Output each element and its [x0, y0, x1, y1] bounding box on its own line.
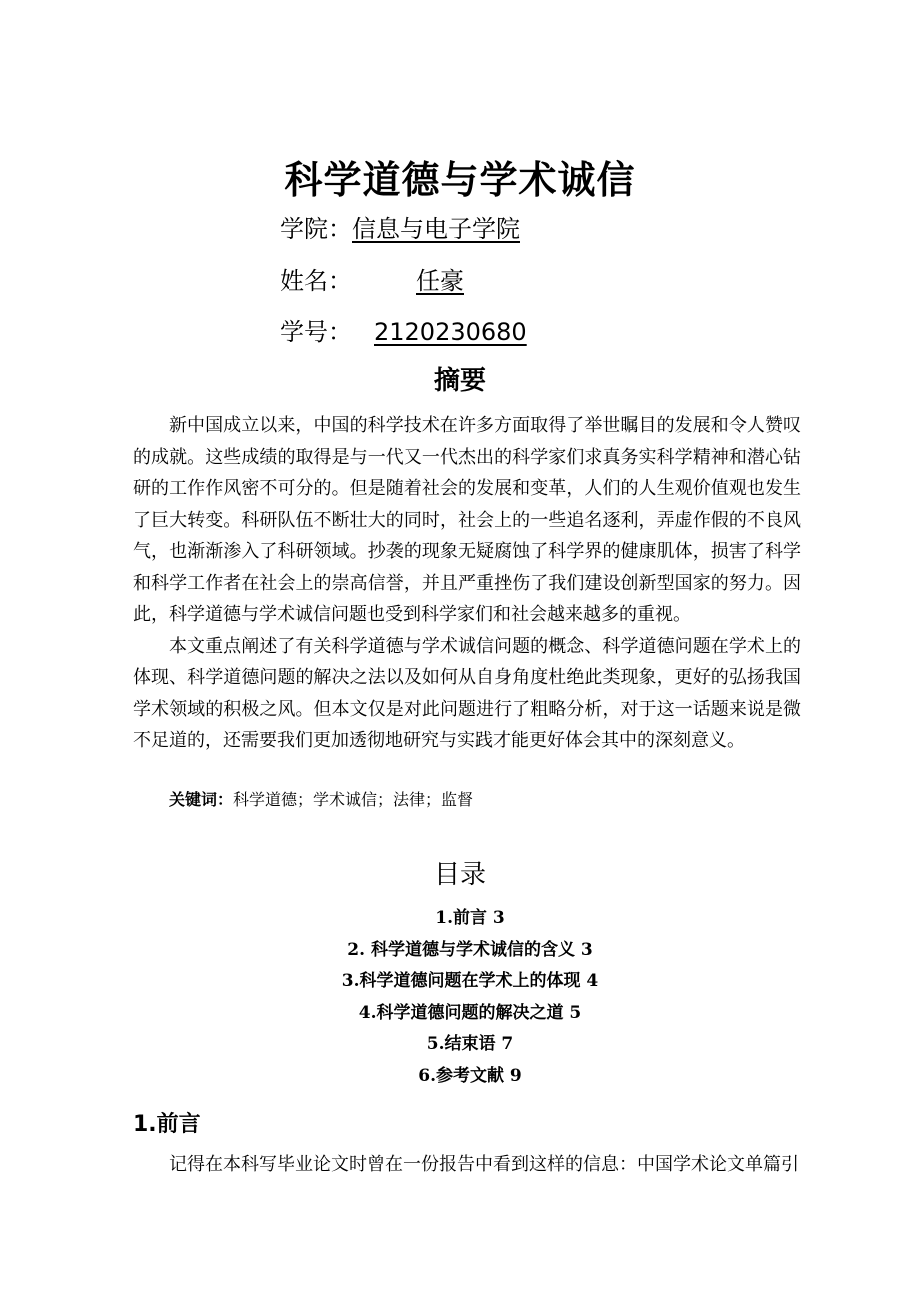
name-value: 任豪: [416, 267, 464, 295]
toc-list: [0, 903, 920, 1092]
toc-item[interactable]: 1.前言 3: [435, 908, 505, 928]
abstract-paragraph-2: 本文重点阐述了有关科学道德与学术诚信问题的概念、科学道德问题在学术上的体现、科学道德问题的解决之法以及如何从自身角度杜绝此类现象，更好的弘扬我国学术领域的积极之风。但本文仅是对此问题进行了粗略分析，对于这一话题来说是微不足道的，还需要我们更加透彻地研究与实践才能更好体会其中的深刻意义。: [133, 635, 801, 751]
abstract-paragraph-1: 新中国成立以来，中国的科学技术在许多方面取得了举世瞩目的发展和令人赞叹的成就。这些成绩的取得是与一代又一代杰出的科学家们求真务实科学精神和潜心钻研的工作作风密不可分的。但是随着社会的发展和变革，人们的人生观价值观也发生了巨大转变。科研队伍不断壮大的同时，社会上的一些追名逐利，弄虚作假的不良风气，也渐渐渗入了科研领域。抄袭的现象无疑腐蚀了科学界的健康肌体，损害了科学和科学工作者在社会上的崇高信誉，并且严重挫伤了我们建设创新型国家的努力。因此，科学道德与学术诚信问题也受到科学家们和社会越来越多的重视。: [133, 415, 801, 625]
keywords-text: 科学道德；学术诚信；法律；监督: [233, 790, 474, 809]
abstract-body: [133, 410, 801, 757]
college-label: 学院：: [280, 215, 352, 243]
toc-item[interactable]: 3.科学道德问题在学术上的体现 4: [341, 971, 599, 991]
student-id-row: [280, 315, 527, 349]
abstract-heading: 摘要: [433, 366, 486, 396]
name-label: 姓名：: [280, 267, 352, 295]
keywords-line: [169, 786, 473, 814]
college-row: [280, 212, 520, 246]
section-1-text: 记得在本科写毕业论文时曾在一份报告中看到这样的信息：中国学术论文单篇引: [169, 1154, 799, 1175]
toc-item[interactable]: 6.参考文献 9: [418, 1065, 522, 1086]
name-row: [280, 264, 464, 298]
toc-item[interactable]: 2. 科学道德与学术诚信的含义 3: [347, 939, 593, 960]
keywords-label: 关键词：: [169, 790, 234, 809]
toc-item[interactable]: 5.结束语 7: [426, 1034, 514, 1054]
student-id-label: 学号：: [280, 318, 352, 346]
toc-item[interactable]: 4.科学道德问题的解决之道 5: [358, 1002, 582, 1023]
section-1-heading: 1.前言: [133, 1112, 201, 1137]
toc-heading: 目录: [433, 860, 486, 890]
college-value: 信息与电子学院: [352, 215, 520, 243]
document-title: 科学道德与学术诚信: [284, 158, 636, 202]
student-id-value: 2120230680: [374, 318, 527, 346]
